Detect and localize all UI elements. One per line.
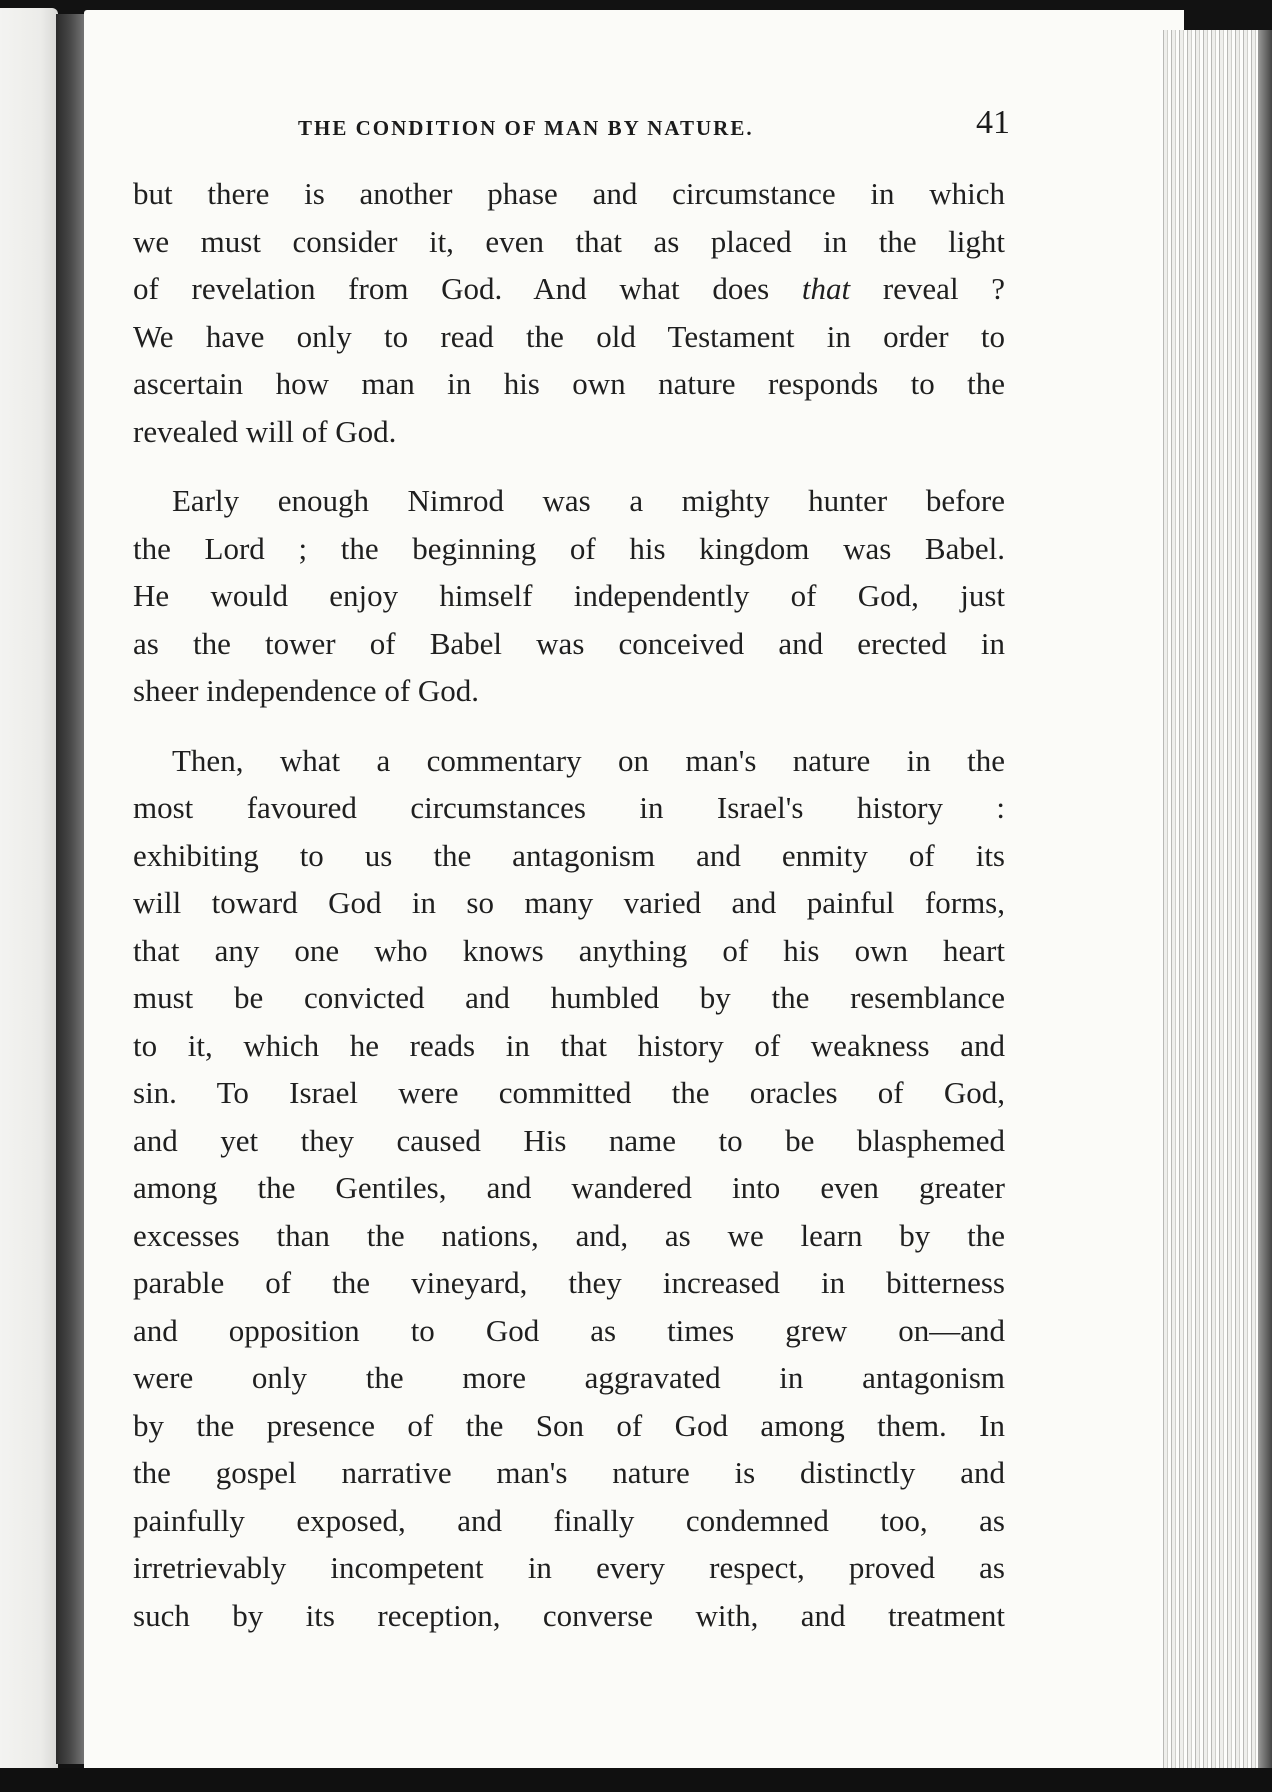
text-line: among the Gentiles, and wandered into even greater (133, 1170, 1005, 1205)
text-line: were only the more aggravated in antagonism (133, 1360, 1005, 1395)
page-stack-edges (1160, 30, 1272, 1768)
text-line: excesses than the nations, and, as we learn by the (133, 1217, 1005, 1253)
text-line: that any one who knows anything of his own heart (133, 932, 1005, 968)
text-line: He would enjoy himself independently of God, just (133, 578, 1005, 613)
text-line (133, 265, 1005, 313)
text-line: revealed will of God. (133, 413, 397, 449)
text-line: parable of the vineyard, they increased in bitterness (133, 1265, 1005, 1300)
scan-bottom-edge (0, 1768, 1272, 1792)
text-line: and yet they caused His name to be blasphemed (133, 1122, 1005, 1158)
text-line: most favoured circumstances in Israel's history : (133, 790, 1005, 825)
running-head (190, 104, 1010, 144)
text-line: ascertain how man in his own nature responds to the (133, 366, 1005, 401)
text-line: to it, which he reads in that history of weakness and (133, 1027, 1005, 1063)
text-line: will toward God in so many varied and painful forms, (133, 885, 1005, 920)
text-line: and opposition to God as times grew on—and (133, 1312, 1005, 1348)
text-line: but there is another phase and circumstance in which (133, 176, 1005, 211)
text-line: We have only to read the old Testament in order to (133, 318, 1005, 354)
page-number: 41 (976, 104, 1010, 141)
book-gutter (56, 14, 86, 1764)
paragraph-3 (133, 737, 1005, 1640)
text-segment: of revelation from God. And what does (133, 271, 770, 306)
text-line: by the presence of the Son of God among them. In (133, 1407, 1005, 1443)
text-line: must be convicted and humbled by the resemblance (133, 980, 1005, 1015)
text-line: the Lord ; the beginning of his kingdom was Babel. (133, 530, 1005, 566)
text-line: such by its reception, converse with, and treatment (133, 1597, 1005, 1633)
text-line: we must consider it, even that as placed in the light (133, 223, 1005, 259)
paragraph-2 (133, 477, 1005, 715)
text-line: as the tower of Babel was conceived and erected in (133, 625, 1005, 661)
text-line: the gospel narrative man's nature is distinctly and (133, 1455, 1005, 1490)
italic-emphasis: that (801, 271, 851, 306)
body-text (133, 170, 1005, 1639)
text-line: Then, what a commentary on man's nature in the (172, 742, 1005, 778)
text-line: exhibiting to us the antagonism and enmity of its (133, 837, 1005, 873)
running-title: THE CONDITION OF MAN BY NATURE. (298, 116, 754, 140)
text-line: Early enough Nimrod was a mighty hunter before (172, 483, 1005, 518)
text-line: irretrievably incompetent in every respect, proved as (133, 1550, 1005, 1585)
text-line: painfully exposed, and finally condemned too, as (133, 1502, 1005, 1538)
facing-page-edge (0, 8, 58, 1768)
text-segment: reveal ? (882, 271, 1006, 306)
text-line: sheer independence of God. (133, 673, 480, 708)
text-line: sin. To Israel were committed the oracles of God, (133, 1075, 1005, 1110)
paragraph-1 (133, 170, 1005, 455)
